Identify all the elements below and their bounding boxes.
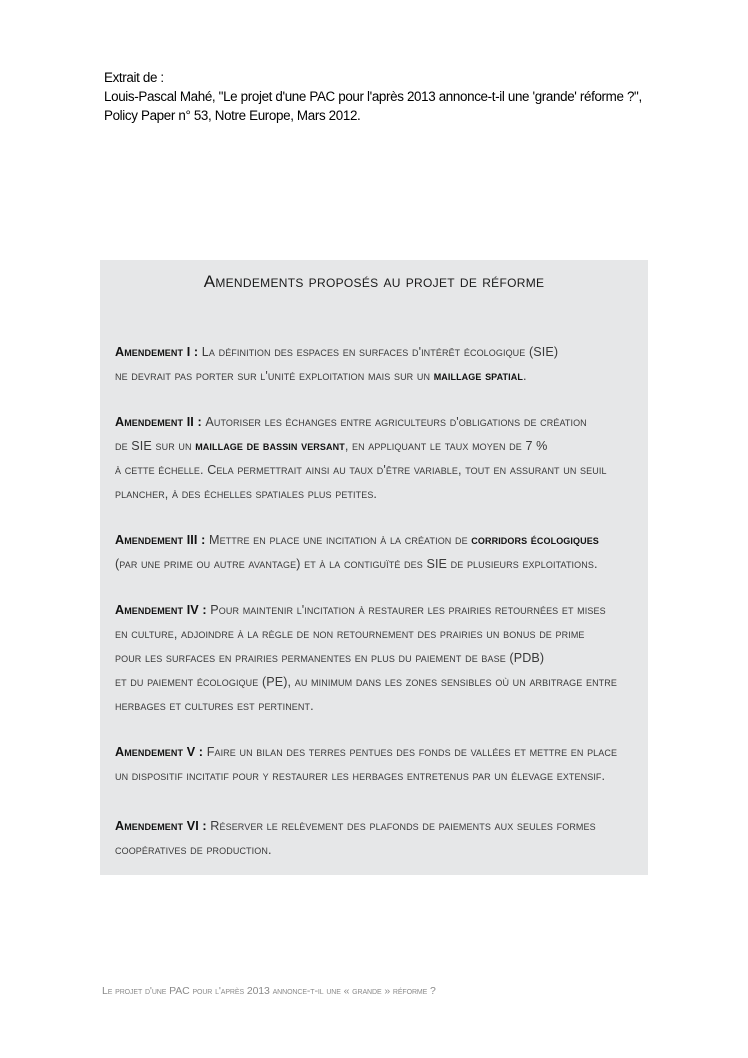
amendment-5	[115, 740, 617, 788]
text-segment: pour les surfaces en prairies permanentes en plus du paiement de base (PDB)	[115, 651, 545, 665]
text-segment: .	[522, 369, 527, 383]
text-segment: Mettre en place une incitation à la création de	[208, 533, 472, 547]
text-segment: en culture, adjoindre à la règle de non retournement des prairies un bonus de prime	[115, 627, 585, 641]
bold-text: maillage spatial	[433, 369, 523, 383]
bold-text: Amendement IV :	[115, 603, 211, 617]
citation-intro: Extrait de :	[104, 70, 164, 85]
amendment-line	[115, 622, 617, 646]
text-segment: Réserver le relèvement des plafonds de paiements aux seules formes	[210, 819, 596, 833]
text-segment: Pour maintenir l'incitation à restaurer les prairies retournées et mises	[210, 603, 606, 617]
amendment-line	[115, 838, 596, 862]
citation	[104, 68, 642, 125]
amendment-line	[115, 814, 596, 838]
text-segment: ne devrait pas porter sur l'unité exploitation mais sur un	[115, 369, 434, 383]
amendment-2	[115, 410, 607, 506]
text-segment: à cette échelle. Cela permettrait ainsi au taux d'être variable, tout en assurant un seuil	[115, 463, 607, 477]
text-segment: herbages et cultures est pertinent.	[115, 699, 314, 713]
amendment-line	[115, 528, 599, 552]
amendment-line	[115, 694, 617, 718]
text-segment: , en appliquant le taux moyen de 7 %	[344, 439, 548, 453]
page-footer: Le projet d'une PAC pour l'après 2013 annonce-t-il une « grande » réforme ?	[102, 985, 436, 997]
amendment-line	[115, 434, 607, 458]
amendment-line	[115, 458, 607, 482]
amendment-1	[115, 340, 558, 388]
text-segment: Autoriser les échanges entre agriculteurs d'obligations de création	[205, 415, 587, 429]
amendment-4	[115, 598, 617, 718]
bold-text: Amendement V :	[115, 745, 207, 759]
citation-publication: Policy Paper n° 53, Notre Europe, Mars 2012.	[104, 108, 361, 123]
text-segment: Faire un bilan des terres pentues des fonds de vallées et mettre en place	[206, 745, 618, 759]
amendment-line	[115, 552, 599, 576]
text-segment: plancher, à des échelles spatiales plus petites.	[115, 487, 378, 501]
amendment-line	[115, 598, 617, 622]
amendment-3	[115, 528, 599, 576]
amendment-line	[115, 764, 617, 788]
amendment-line	[115, 364, 558, 388]
text-segment: (par une prime ou autre avantage) et à la contiguïté des SIE de plusieurs exploitations.	[115, 557, 598, 571]
bold-text: Amendement VI :	[115, 819, 211, 833]
text-segment: coopératives de production.	[115, 843, 272, 857]
box-title: Amendements proposés au projet de réforme	[203, 272, 545, 291]
text-segment: et du paiement écologique (PE), au minimum dans les zones sensibles où un arbitrage entre	[115, 675, 617, 689]
text-segment: La définition des espaces en surfaces d'intérêt écologique (SIE)	[201, 345, 559, 359]
amendment-line	[115, 482, 607, 506]
amendment-line	[115, 646, 617, 670]
bold-text: Amendement I :	[115, 345, 202, 359]
amendment-line	[115, 410, 607, 434]
bold-text: Amendement III :	[115, 533, 209, 547]
bold-text: corridors écologiques	[471, 533, 599, 547]
text-segment: de SIE sur un	[115, 439, 196, 453]
bold-text: Amendement II :	[115, 415, 206, 429]
bold-text: maillage de bassin versant	[195, 439, 345, 453]
amendment-line	[115, 340, 558, 364]
amendment-line	[115, 740, 617, 764]
text-segment: un dispositif incitatif pour y restaurer les herbages entretenus par un élevage extensif.	[115, 769, 606, 783]
amendment-line	[115, 670, 617, 694]
amendment-6	[115, 814, 596, 862]
citation-reference: Louis-Pascal Mahé, "Le projet d'une PAC pour l'après 2013 annonce-t-il une 'grande' réforme ?",	[104, 89, 642, 104]
